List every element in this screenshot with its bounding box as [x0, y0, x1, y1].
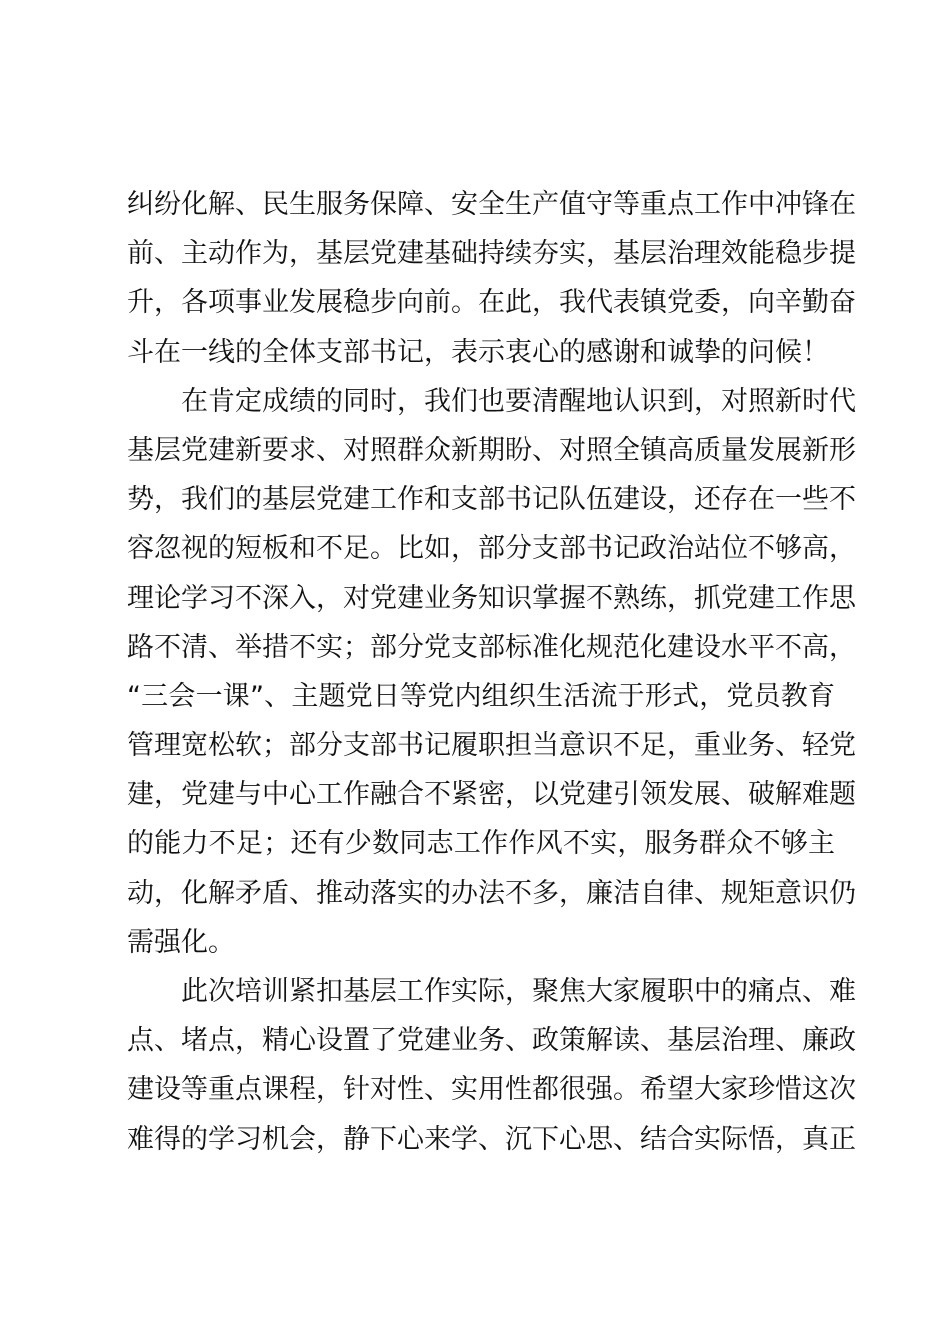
text-line: 路不清、举措不实；部分党支部标准化规范化建设水平不高， [127, 631, 856, 663]
text-line: 升，各项事业发展稳步向前。在此，我代表镇党委，向辛勤奋 [127, 287, 856, 319]
text-line: 难得的学习机会，静下心来学、沉下心思、结合实际悟，真正 [127, 1123, 856, 1155]
paragraph-3 [127, 967, 856, 1164]
text-line: 势，我们的基层党建工作和支部书记队伍建设，还存在一些不 [127, 484, 856, 516]
text-line: 此次培训紧扣基层工作实际，聚焦大家履职中的痛点、难 [181, 976, 856, 1007]
text-line: 基层党建新要求、对照群众新期盼、对照全镇高质量发展新形 [127, 434, 856, 466]
text-line: 动，化解矛盾、推动落实的办法不多，廉洁自律、规矩意识仍 [127, 877, 856, 909]
text-line: 前、主动作为，基层党建基础持续夯实，基层治理效能稳步提 [127, 238, 856, 270]
text-line: 容忽视的短板和不足。比如，部分支部书记政治站位不够高， [127, 533, 856, 565]
text-line: 纠纷化解、民生服务保障、安全生产值守等重点工作中冲锋在 [127, 189, 856, 220]
text-line: 需强化。 [127, 926, 235, 958]
text-line: 的能力不足；还有少数同志工作作风不实，服务群众不够主 [127, 828, 835, 860]
text-line: 斗在一线的全体支部书记，表示衷心的感谢和诚挚的问候！ [127, 336, 829, 368]
text-line: 点、堵点，精心设置了党建业务、政策解读、基层治理、廉政 [127, 1025, 856, 1057]
text-line: “三会一课”、主题党日等党内组织生活流于形式，党员教育 [127, 680, 835, 712]
paragraph-2 [127, 377, 856, 967]
document-body [127, 180, 856, 1164]
text-line: 理论学习不深入，对党建业务知识掌握不熟练，抓党建工作思 [127, 582, 856, 614]
text-line: 建，党建与中心工作融合不紧密，以党建引领发展、破解难题 [127, 779, 856, 811]
text-line: 管理宽松软；部分支部书记履职担当意识不足，重业务、轻党 [127, 730, 856, 762]
paragraph-1 [127, 180, 856, 377]
text-line: 在肯定成绩的同时，我们也要清醒地认识到，对照新时代 [181, 385, 856, 417]
text-line: 建设等重点课程，针对性、实用性都很强。希望大家珍惜这次 [127, 1074, 856, 1106]
